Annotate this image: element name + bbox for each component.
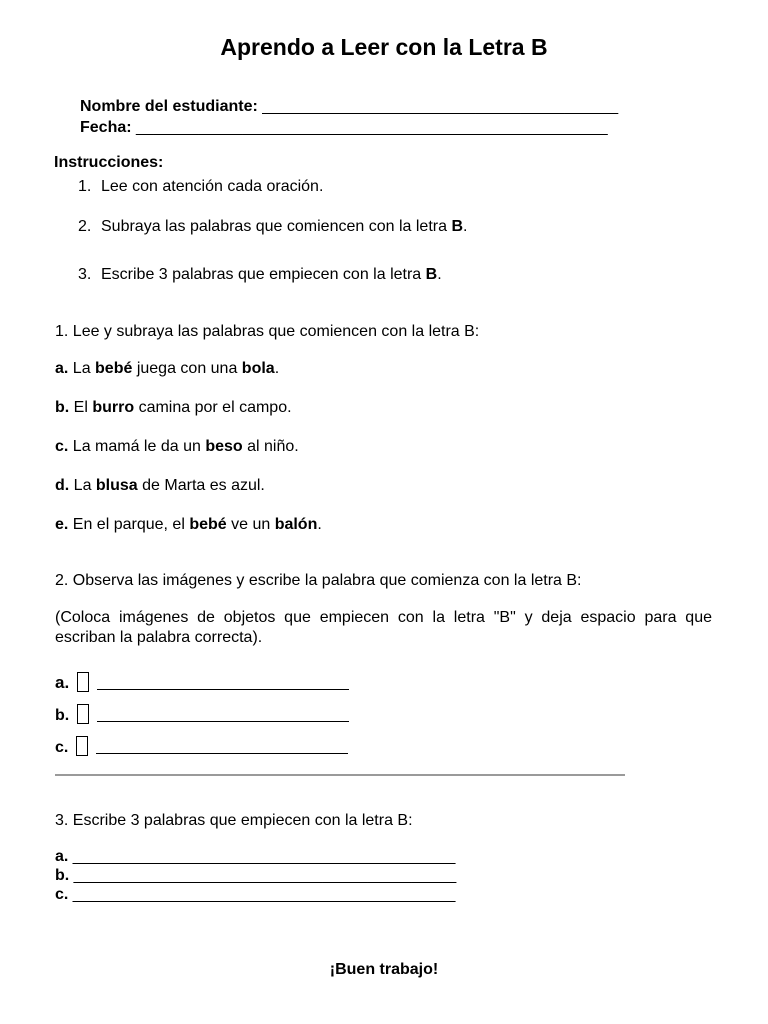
image-placeholder-icon	[76, 736, 88, 756]
sentence-text: El	[69, 399, 93, 416]
image-item-label: c.	[55, 739, 69, 756]
image-item-b	[55, 704, 349, 725]
write-item-label: a.	[55, 848, 69, 865]
write-item-a[interactable]	[55, 848, 455, 866]
instruction-number: 3.	[78, 266, 92, 283]
write-item-b[interactable]	[55, 867, 456, 885]
closing-message: ¡Buen trabajo!	[329, 961, 439, 978]
instruction-text-end: .	[437, 266, 442, 283]
instruction-number: 1.	[78, 178, 92, 195]
sentence-e	[55, 516, 322, 534]
instruction-item	[78, 266, 442, 284]
instruction-number: 2.	[78, 218, 92, 235]
answer-line[interactable]	[97, 675, 349, 690]
write-item-label: c.	[55, 886, 69, 903]
image-item-label: b.	[55, 707, 70, 724]
b-word[interactable]: blusa	[95, 477, 138, 494]
student-name-field[interactable]	[80, 98, 618, 116]
b-word[interactable]: beso	[205, 438, 243, 455]
sentence-label: d.	[55, 477, 70, 494]
image-placeholder-icon	[77, 672, 89, 692]
sentence-text: .	[274, 360, 280, 377]
student-name-line[interactable]: ________________________________________	[262, 98, 619, 115]
sentence-text: La	[69, 477, 96, 494]
sentence-label: b.	[55, 399, 70, 416]
instruction-text: Lee con atención cada oración.	[101, 178, 324, 195]
sentence-label: e.	[55, 516, 69, 533]
image-placeholder-icon	[77, 704, 89, 724]
b-word[interactable]: burro	[92, 399, 135, 416]
sentence-text: ve un	[226, 516, 275, 533]
sentence-text: camina por el campo.	[134, 399, 292, 416]
instruction-item	[78, 218, 467, 236]
b-word[interactable]: bola	[241, 360, 275, 377]
sentence-text: al niño.	[242, 438, 299, 455]
write-item-c[interactable]	[55, 886, 455, 904]
write-line[interactable]: ___________________________________________	[73, 867, 457, 884]
sentence-label: c.	[55, 438, 69, 455]
sentence-text: La mamá le da un	[68, 438, 206, 455]
student-name-label: Nombre del estudiante:	[80, 98, 258, 115]
sentence-a	[55, 360, 279, 378]
date-line[interactable]: _____________________________________________________	[136, 119, 608, 136]
sentence-text: En el parque, el	[68, 516, 190, 533]
sentence-text: juega con una	[132, 360, 242, 377]
instruction-bold-letter: B	[425, 266, 438, 283]
sentence-text: de Marta es azul.	[137, 477, 265, 494]
section3-heading: 3. Escribe 3 palabras que empiecen con la letra B:	[55, 812, 413, 829]
date-field[interactable]	[80, 119, 608, 137]
sentence-c	[55, 438, 299, 456]
sentence-b	[55, 399, 292, 417]
instruction-text: Escribe 3 palabras que empiecen con la letra	[101, 266, 426, 283]
instruction-text: Subraya las palabras que comiencen con la letra	[101, 218, 452, 235]
b-word[interactable]: bebé	[95, 360, 133, 377]
sentence-text: La	[68, 360, 96, 377]
sentence-text: .	[317, 516, 322, 533]
section2-heading: 2. Observa las imágenes y escribe la palabra que comienza con la letra B:	[55, 572, 582, 589]
image-item-a	[55, 672, 349, 693]
write-item-label: b.	[55, 867, 70, 884]
image-item-label: a.	[55, 673, 70, 692]
page-title: Aprendo a Leer con la Letra B	[220, 34, 548, 60]
instruction-bold-letter: B	[451, 218, 463, 235]
sentence-d	[55, 477, 265, 495]
b-word[interactable]: bebé	[189, 516, 227, 533]
instructions-heading: Instrucciones:	[54, 154, 164, 171]
section1-heading: 1. Lee y subraya las palabras que comiencen con la letra B:	[55, 323, 480, 340]
section-divider	[55, 774, 625, 776]
date-label: Fecha:	[80, 119, 132, 136]
image-item-c	[55, 736, 348, 757]
sentence-label: a.	[55, 360, 69, 377]
section2-note: (Coloca imágenes de objetos que empiecen con la letra "B" y deja espacio para que escriban la palabra correcta).	[55, 609, 712, 646]
instruction-text-end: .	[463, 218, 468, 235]
write-line[interactable]: ___________________________________________	[72, 848, 456, 865]
answer-line[interactable]	[97, 707, 349, 722]
b-word[interactable]: balón	[274, 516, 318, 533]
answer-line[interactable]	[96, 739, 348, 754]
write-line[interactable]: ___________________________________________	[72, 886, 456, 903]
instruction-item	[78, 178, 323, 196]
